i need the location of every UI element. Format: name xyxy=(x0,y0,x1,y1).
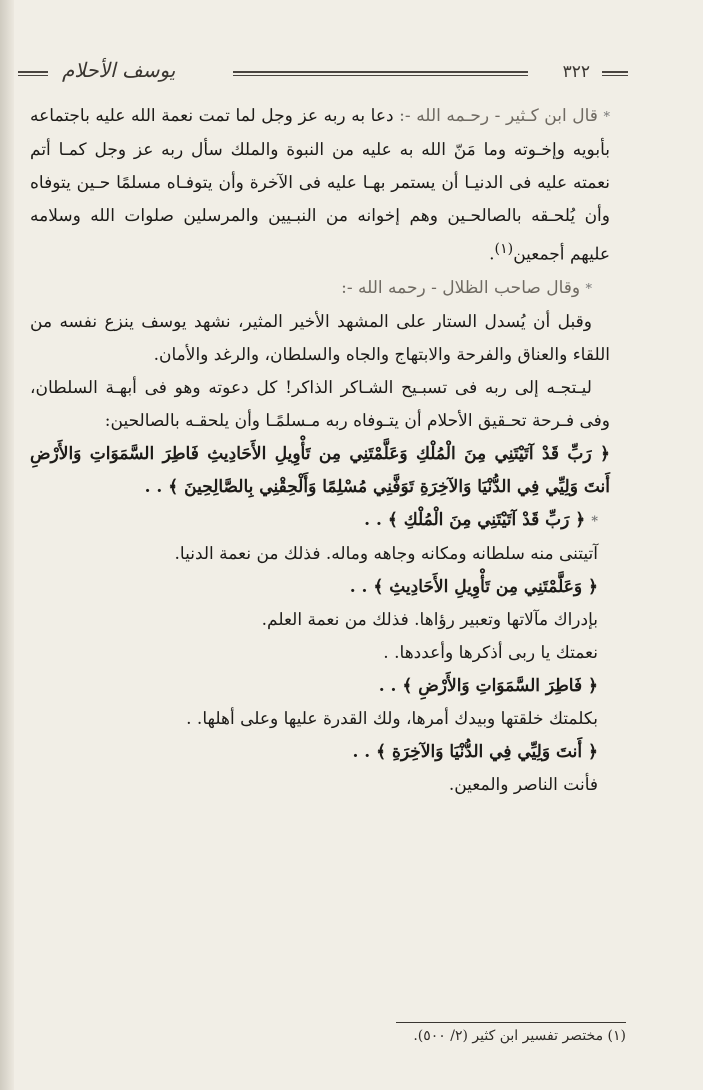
paragraph-ibn-kathir xyxy=(30,100,610,272)
footnote-reference: (١) xyxy=(494,241,514,257)
paragraph-text: وقبل أن يُسدل الستار على المشهد الأخير المثير، نشهد يوسف ينزع نفسه من اللقاء والعناق والفرحة والابتهاج والجاه والسلطان، والرغد والأمان. xyxy=(30,311,610,365)
verse-explanation: نعمتك يا ربى أذكرها وأعددها. . xyxy=(383,642,598,663)
page-body xyxy=(30,100,610,802)
page-spine-shadow xyxy=(0,0,14,1090)
paragraph-text: ليـتجـه إلى ربه فى تسبـيح الشـاكر الذاكر! كل دعوته وهو فى أبهـة السلطان، وفى فـرحة تحـقيق الأحلام أن يتـوفاه ربه مـسلمًـا وأن يلحقـه بالصالحين: xyxy=(30,377,610,431)
footnote-separator xyxy=(396,1022,626,1023)
verse-text: ﴿ رَبِّ قَدْ آتَيْتَنِي مِنَ الْمُلْكِ ﴾ . . xyxy=(364,509,586,530)
quran-verse: ﴿ وَعَلَّمْتَنِي مِن تَأْوِيلِ الأَحَادِيثِ ﴾ . . xyxy=(349,576,598,597)
section-marker: * xyxy=(591,513,598,529)
header-rule-middle xyxy=(233,71,528,76)
paragraph-end: . xyxy=(489,244,495,265)
quran-verse xyxy=(30,504,610,538)
quote-attribution: قال ابن كـثير - رحـمه الله -: xyxy=(399,106,598,126)
section-marker: * xyxy=(585,281,592,297)
section-marker: * xyxy=(603,110,611,125)
page-number: ٣٢٢ xyxy=(562,62,590,82)
running-title: يوسف الأحلام xyxy=(62,58,176,82)
verse-explanation: فأنت الناصر والمعين. xyxy=(448,774,598,795)
paragraph-text: دعا به ربه عز وجل لما تمت نعمة الله عليه باجتماعه بأبويه وإخـوته وما مَنّ الله به عليه من النبوة والملك سأل ربه عز وجل كمـا أتم نعمته عليه فى الدنيـا أن يستمر بهـا عليه فى الآخرة وأن يتوفـاه مسلمًا حـين يتوفاه وأن يُلحـقه بالصالحـين وهم إخوانه من النبـيين والمرسلين صلوات الله وسلامه عليهم أجمعين xyxy=(30,106,610,265)
quran-verse-full: ﴿ رَبِّ قَدْ آتَيْتَنِي مِنَ الْمُلْكِ وَعَلَّمْتَنِي مِن تَأْوِيلِ الأَحَادِيثِ فَاطِرَ السَّمَوَاتِ وَالأَرْضِ أَنتَ وَلِيِّي فِي الدُّنْيَا وَالآخِرَةِ تَوَفَّنِي مُسْلِمًا وَأَلْحِقْنِي بِالصَّالِحِينَ ﴾ . . xyxy=(30,443,610,497)
paragraph-zilal-heading xyxy=(30,272,610,306)
footnote: (١) مختصر تفسير ابن كثير (٢/ ٥٠٠). xyxy=(413,1028,626,1044)
header-rule-right xyxy=(602,71,628,76)
running-header xyxy=(18,58,628,88)
verse-explanation: بإدراك مآلاتها وتعبير رؤاها. فذلك من نعمة العلم. xyxy=(261,609,598,630)
verse-explanation: بكلمتك خلقتها وبيدك أمرها، ولك القدرة عليها وعلى أهلها. . xyxy=(186,708,598,729)
quran-verse: ﴿ أَنتَ وَلِيِّي فِي الدُّنْيَا وَالآخِرَةِ ﴾ . . xyxy=(352,741,598,762)
verse-explanation: آتيتنى منه سلطانه ومكانه وجاهه وماله. فذلك من نعمة الدنيا. xyxy=(174,543,598,564)
quran-verse: ﴿ فَاطِرَ السَّمَوَاتِ وَالأَرْضِ ﴾ . . xyxy=(378,675,598,696)
quote-attribution: وقال صاحب الظلال - رحمه الله -: xyxy=(341,277,581,298)
header-rule-left xyxy=(18,71,48,76)
